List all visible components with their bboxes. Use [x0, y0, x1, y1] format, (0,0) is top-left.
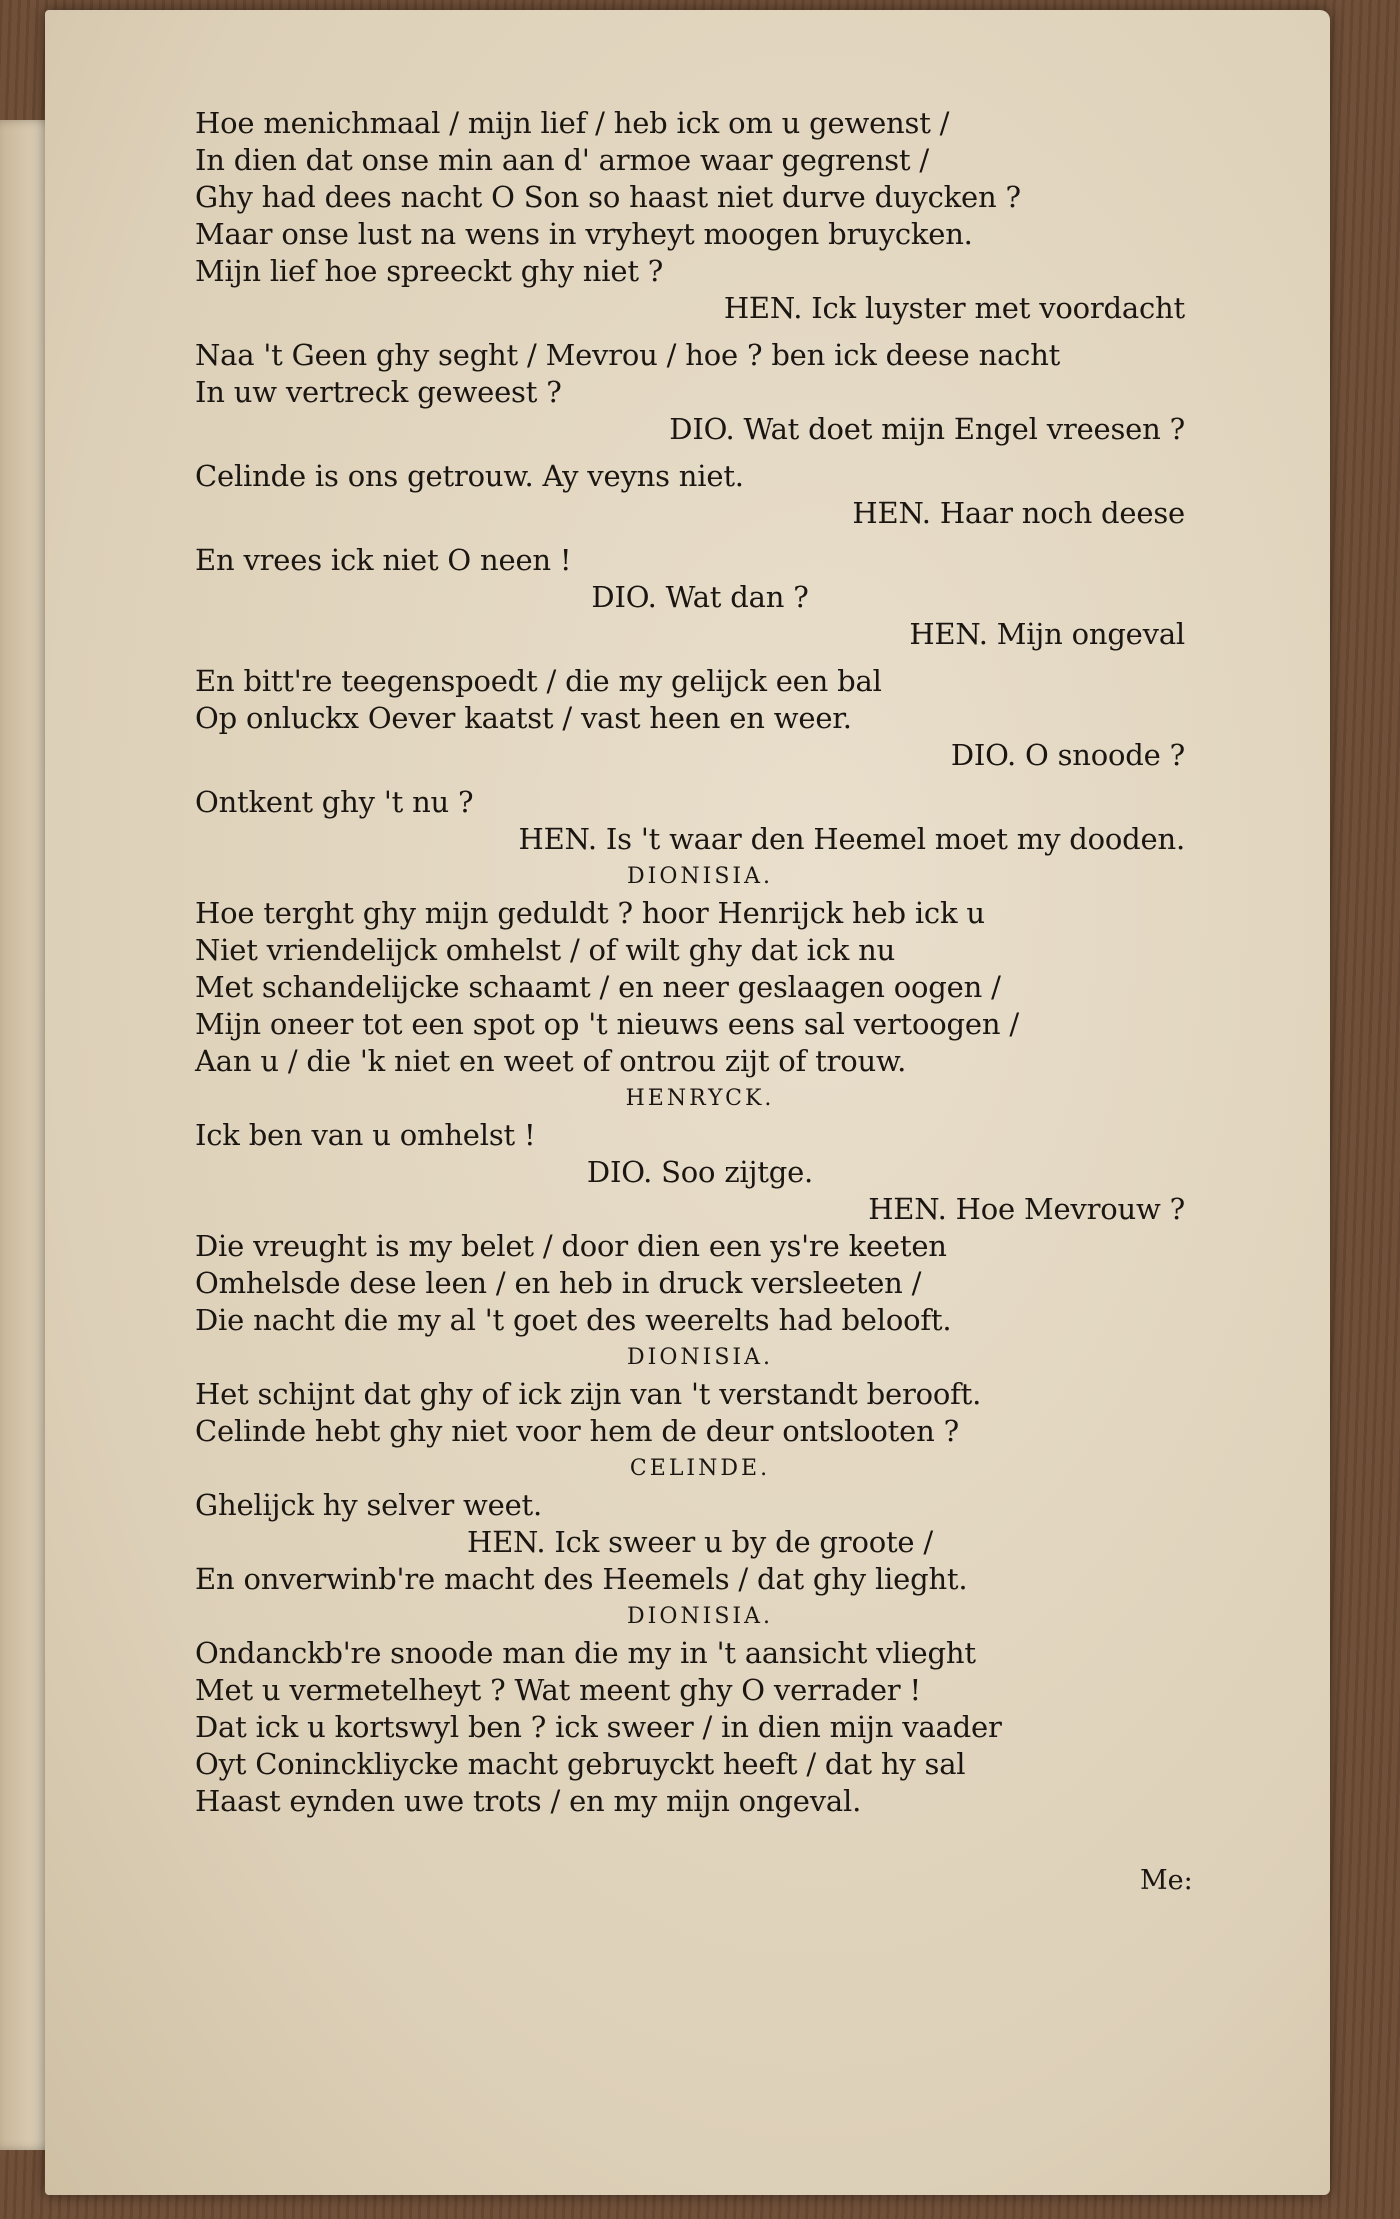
verse-line: Met schandelijcke schaamt / en neer geslaagen oogen /: [195, 970, 1001, 1004]
verse-line: Naa 't Geen ghy seght / Mevrou / hoe ? ben ick deese nacht: [195, 338, 1061, 372]
verse-line: En onverwinb're macht des Heemels / dat ghy lieght.: [195, 1562, 968, 1596]
verse-line: In uw vertreck geweest ?: [195, 375, 562, 409]
verse-line: Met u vermetelheyt ? Wat meent ghy O verrader !: [195, 1673, 921, 1707]
verse-line: Oyt Coninckliycke macht gebruyckt heeft / dat hy sal: [195, 1747, 966, 1781]
speech-line-dionisia: DIO. Wat dan ?: [591, 580, 809, 614]
verse-line: Hoe terght ghy mijn geduldt ? hoor Henrijck heb ick u: [195, 896, 985, 930]
speaker-heading: DIONISIA.: [627, 864, 773, 889]
verse-line: Omhelsde dese leen / en heb in druck versleeten /: [195, 1266, 922, 1300]
verse-line: Ondanckb're snoode man die my in 't aansicht vlieght: [195, 1636, 976, 1670]
verse-line: Haast eynden uwe trots / en my mijn ongeval.: [195, 1784, 862, 1818]
verse-line: Hoe menichmaal / mijn lief / heb ick om u gewenst /: [195, 106, 950, 140]
speech-line-henryck: HEN. Ick sweer u by de groote /: [467, 1525, 933, 1559]
speech-line-henryck: HEN. Haar noch deese: [852, 496, 1185, 530]
verse-line: Die nacht die my al 't goet des weerelts had belooft.: [195, 1303, 952, 1337]
verse-line: Celinde is ons getrouw. Ay veyns niet.: [195, 459, 744, 493]
speaker-heading: CELINDE.: [629, 1456, 771, 1481]
verse-line: Maar onse lust na wens in vryheyt moogen bruycken.: [195, 217, 973, 251]
speaker-heading: HENRYCK.: [625, 1086, 775, 1111]
book-page: [45, 10, 1330, 2195]
verse-line: Dat ick u kortswyl ben ? ick sweer / in dien mijn vaader: [195, 1710, 1002, 1744]
speaker-heading: DIONISIA.: [627, 1604, 773, 1629]
verse-line: Aan u / die 'k niet en weet of ontrou zijt of trouw.: [195, 1044, 907, 1078]
verse-line: Ick ben van u omhelst !: [195, 1118, 536, 1152]
verse-line: Ontkent ghy 't nu ?: [195, 785, 474, 819]
catchword: Me:: [1140, 1865, 1193, 1896]
verse-line: Ghy had dees nacht O Son so haast niet durve duycken ?: [195, 180, 1021, 214]
speech-line-henryck: HEN. Hoe Mevrouw ?: [868, 1192, 1185, 1226]
verse-line: Ghelijck hy selver weet.: [195, 1488, 543, 1522]
verse-line: En bitt're teegenspoedt / die my gelijck een bal: [195, 664, 882, 698]
speech-line-henryck: HEN. Is 't waar den Heemel moet my dooden.: [518, 822, 1185, 856]
speech-line-henryck: HEN. Ick luyster met voordacht: [723, 291, 1185, 325]
verse-line: Die vreught is my belet / door dien een ys're keeten: [195, 1229, 947, 1263]
verse-line: Niet vriendelijck omhelst / of wilt ghy dat ick nu: [195, 933, 896, 967]
verse-line: In dien dat onse min aan d' armoe waar gegrenst /: [195, 143, 929, 177]
speech-line-dionisia: DIO. Wat doet mijn Engel vreesen ?: [669, 412, 1185, 446]
verse-line: Celinde hebt ghy niet voor hem de deur ontslooten ?: [195, 1414, 959, 1448]
verse-line: Mijn oneer tot een spot op 't nieuws eens sal vertoogen /: [195, 1007, 1019, 1041]
verse-line: Mijn lief hoe spreeckt ghy niet ?: [195, 254, 664, 288]
speaker-heading: DIONISIA.: [627, 1345, 773, 1370]
verse-line: Op onluckx Oever kaatst / vast heen en weer.: [195, 701, 852, 735]
speech-line-dionisia: DIO. Soo zijtge.: [586, 1155, 814, 1189]
play-text: [195, 105, 1205, 1820]
verse-line: En vrees ick niet O neen !: [195, 543, 572, 577]
speech-line-dionisia: DIO. O snoode ?: [950, 738, 1185, 772]
verse-line: Het schijnt dat ghy of ick zijn van 't verstandt berooft.: [195, 1377, 982, 1411]
speech-line-henryck: HEN. Mijn ongeval: [909, 617, 1185, 651]
